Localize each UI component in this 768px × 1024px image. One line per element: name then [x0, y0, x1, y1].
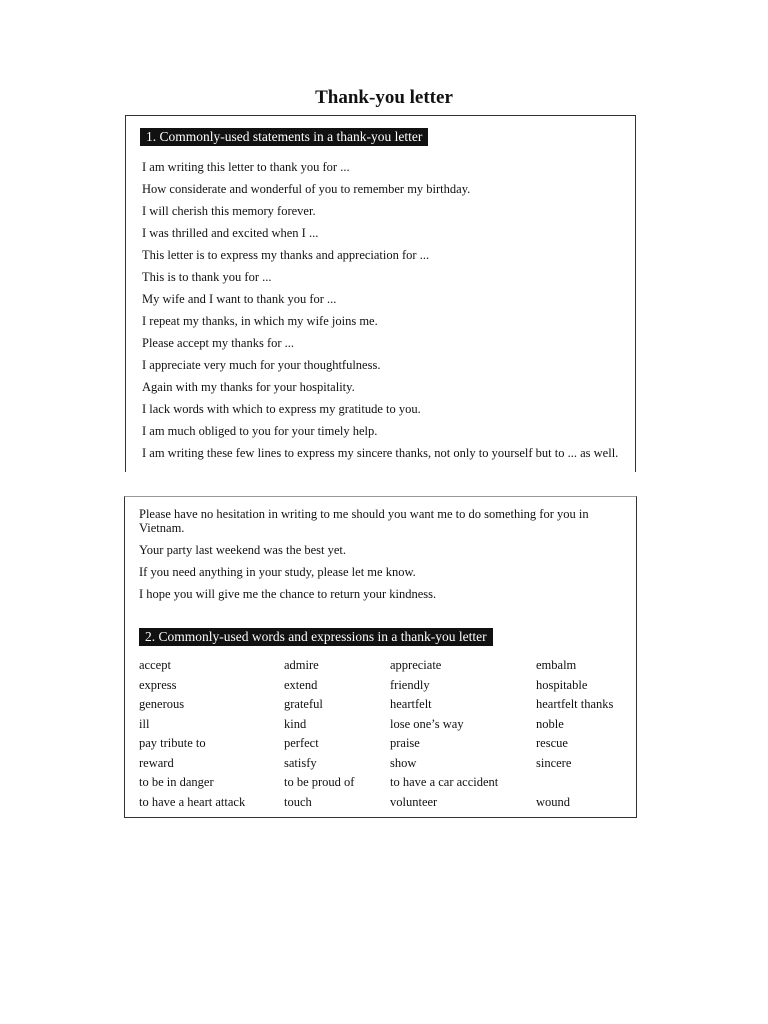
statement-item: I appreciate very much for your thoughtfulness.	[142, 358, 381, 372]
word-cell: lose one’s way	[390, 716, 464, 731]
section-heading-words: 2. Commonly-used words and expressions in a thank-you letter	[139, 628, 493, 646]
statement-item: I will cherish this memory forever.	[142, 204, 316, 218]
word-cell: sincere	[536, 755, 572, 770]
word-grid	[139, 658, 631, 814]
word-cell: extend	[284, 677, 318, 692]
word-cell: embalm	[536, 658, 577, 672]
statement-item: How considerate and wonderful of you to remember my birthday.	[142, 182, 471, 196]
word-cell: friendly	[390, 677, 430, 692]
statement-item: This letter is to express my thanks and appreciation for ...	[142, 248, 430, 262]
statements-box	[125, 115, 636, 472]
word-cell	[536, 775, 631, 795]
word-cell: appreciate	[390, 658, 442, 672]
word-cell: volunteer	[390, 794, 438, 809]
word-cell: generous	[139, 697, 185, 711]
section-heading-statements: 1. Commonly-used statements in a thank-you letter	[140, 128, 428, 146]
statement-item: Your party last weekend was the best yet.	[139, 543, 347, 557]
statement-item: Please have no hesitation in writing to me should you want me to do something for you in Vietnam.	[139, 507, 589, 535]
statement-item: I repeat my thanks, in which my wife joins me.	[142, 314, 378, 328]
statement-item: If you need anything in your study, please let me know.	[139, 565, 416, 579]
word-cell: pay tribute to	[139, 736, 206, 750]
word-cell: perfect	[284, 736, 319, 750]
statement-item: Please accept my thanks for ...	[142, 336, 295, 350]
word-cell: touch	[284, 794, 312, 809]
statement-item: I am writing these few lines to express my sincere thanks, not only to yourself but to ... as well.	[142, 446, 619, 460]
word-cell: satisfy	[284, 755, 317, 770]
word-cell: express	[139, 677, 177, 692]
word-cell: kind	[284, 716, 307, 731]
word-cell: grateful	[284, 697, 323, 711]
statement-item: I am much obliged to you for your timely help.	[142, 424, 378, 438]
statement-item: I hope you will give me the chance to return your kindness.	[139, 587, 437, 601]
statement-item: I lack words with which to express my gratitude to you.	[142, 402, 421, 416]
word-cell: praise	[390, 736, 420, 750]
statements-list-continued	[139, 507, 631, 609]
word-cell: reward	[139, 755, 174, 770]
word-cell: heartfelt thanks	[536, 697, 614, 711]
word-cell: to have a car accident	[390, 775, 499, 789]
word-cell: show	[390, 755, 417, 770]
word-cell: rescue	[536, 736, 568, 750]
word-cell: wound	[536, 794, 571, 809]
word-cell: to have a heart attack	[139, 794, 246, 809]
statement-item: This is to thank you for ...	[142, 270, 272, 284]
statement-item: I was thrilled and excited when I ...	[142, 226, 319, 240]
word-cell: accept	[139, 658, 171, 672]
word-cell: noble	[536, 716, 564, 731]
word-cell: to be in danger	[139, 775, 214, 789]
word-cell: hospitable	[536, 677, 588, 692]
statement-item: My wife and I want to thank you for ...	[142, 292, 337, 306]
word-cell: heartfelt	[390, 697, 432, 711]
statements-list	[142, 160, 632, 468]
word-cell: to be proud of	[284, 775, 355, 789]
word-cell: ill	[139, 716, 150, 731]
statement-item: I am writing this letter to thank you for ...	[142, 160, 350, 174]
statements-and-words-box	[124, 496, 637, 818]
word-cell: admire	[284, 658, 319, 672]
page-title: Thank-you letter	[315, 87, 453, 108]
statement-item: Again with my thanks for your hospitality.	[142, 380, 355, 394]
